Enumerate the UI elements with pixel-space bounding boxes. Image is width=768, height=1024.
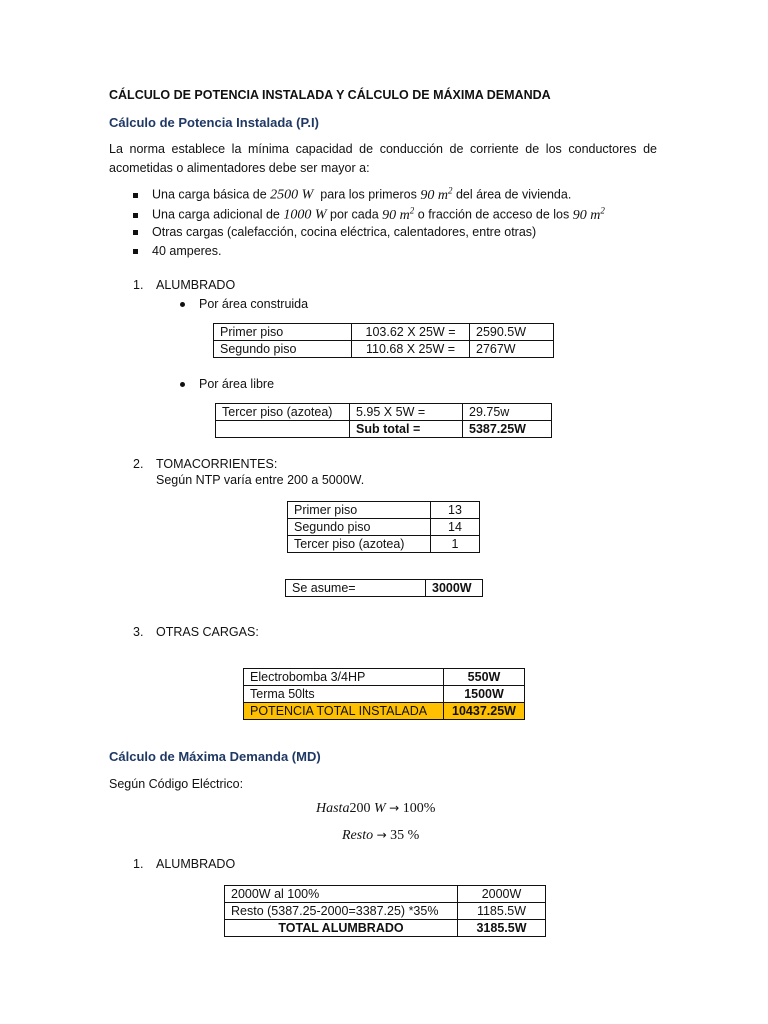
table-cell: Segundo piso (288, 519, 431, 536)
table-cell: Se asume= (286, 580, 426, 597)
table-cell: 2000W al 100% (225, 886, 458, 903)
table-cell: POTENCIA TOTAL INSTALADA (244, 703, 444, 720)
table-cell: Tercer piso (azotea) (216, 404, 350, 421)
item-number: 2. (133, 457, 144, 471)
table-cell: 3000W (426, 580, 483, 597)
arrow-right-icon: → (376, 828, 387, 842)
table-row (214, 324, 554, 341)
table-cell: 1185.5W (458, 903, 546, 920)
table-cell: Sub total = (350, 421, 463, 438)
table-row (286, 580, 483, 597)
table-cell: 1500W (444, 686, 525, 703)
table-cell: 110.68 X 25W = (352, 341, 470, 358)
table-cell: 550W (444, 669, 525, 686)
table-cell: 2590.5W (470, 324, 554, 341)
table-cell: Segundo piso (214, 341, 352, 358)
square-bullet-icon (133, 230, 138, 235)
formula-resto: Resto → 35 % (342, 828, 420, 843)
dot-bullet-icon (180, 382, 185, 387)
table-cell (216, 421, 350, 438)
total-lighting-row (225, 920, 546, 937)
table-cell: 5387.25W (463, 421, 552, 438)
max-demand-lighting-table (224, 885, 546, 937)
ntp-note: Según NTP varía entre 200 a 5000W. (156, 473, 365, 487)
table-row (244, 669, 525, 686)
bullet-item-other-loads: Otras cargas (calefacción, cocina eléctrica, calentadores, entre otras) (133, 225, 536, 239)
item-number: 3. (133, 625, 144, 639)
table-cell: Resto (5387.25-2000=3387.25) *35% (225, 903, 458, 920)
table-cell: Primer piso (288, 502, 431, 519)
table-cell: 5.95 X 5W = (350, 404, 463, 421)
assumed-value-table (285, 579, 483, 597)
table-cell: 103.62 X 25W = (352, 324, 470, 341)
bullet-item-amperes: 40 amperes. (133, 244, 221, 258)
table-cell: TOTAL ALUMBRADO (225, 920, 458, 937)
table-row (216, 421, 552, 438)
total-installed-power-row (244, 703, 525, 720)
table-row (216, 404, 552, 421)
dot-bullet-icon (180, 302, 185, 307)
sub-bullet-built-area: Por área construida (180, 297, 308, 311)
square-bullet-icon (133, 249, 138, 254)
arrow-right-icon: → (389, 801, 400, 815)
square-bullet-icon (133, 213, 138, 218)
table-cell: Primer piso (214, 324, 352, 341)
section-label-tomacorrientes: TOMACORRIENTES: (156, 457, 278, 471)
built-area-lighting-table (213, 323, 554, 358)
table-cell: 29.75w (463, 404, 552, 421)
table-cell: Electrobomba 3/4HP (244, 669, 444, 686)
free-area-lighting-table (215, 403, 552, 438)
section-heading-pi: Cálculo de Potencia Instalada (P.I) (109, 115, 319, 130)
intro-paragraph: La norma establece la mínima capacidad de conducción de corriente de los conductores de acometidas o alimentadores debe ser mayor a: (109, 142, 657, 175)
section-label-alumbrado: ALUMBRADO (156, 278, 236, 292)
table-cell: 3185.5W (458, 920, 546, 937)
section-label-otras-cargas: OTRAS CARGAS: (156, 625, 259, 639)
item-number: 1. (133, 278, 144, 292)
sub-bullet-free-area: Por área libre (180, 377, 274, 391)
table-row (244, 686, 525, 703)
table-cell: Terma 50lts (244, 686, 444, 703)
table-cell: 14 (431, 519, 480, 536)
table-row (288, 502, 480, 519)
table-row (225, 886, 546, 903)
table-cell: Tercer piso (azotea) (288, 536, 431, 553)
document-title: CÁLCULO DE POTENCIA INSTALADA Y CÁLCULO DE MÁXIMA DEMANDA (109, 88, 551, 102)
formula-hasta: Hasta200 W → 100% (316, 801, 436, 816)
square-bullet-icon (133, 193, 138, 198)
bullet-item-basic-load: Una carga básica de 2500 W para los primeros 90 $m^2$ del área de vivienda. (133, 185, 571, 204)
table-cell: 13 (431, 502, 480, 519)
table-row (214, 341, 554, 358)
section-heading-md: Cálculo de Máxima Demanda (MD) (109, 749, 321, 764)
section-label-md-alumbrado: ALUMBRADO (156, 857, 236, 871)
table-cell: 1 (431, 536, 480, 553)
other-loads-table (243, 668, 525, 720)
table-row (225, 903, 546, 920)
table-row (288, 536, 480, 553)
electrical-code-note: Según Código Eléctrico: (109, 777, 244, 791)
table-cell: 10437.25W (444, 703, 525, 720)
outlets-table (287, 501, 480, 553)
item-number: 1. (133, 857, 144, 871)
table-cell: 2767W (470, 341, 554, 358)
table-cell: 2000W (458, 886, 546, 903)
table-row (288, 519, 480, 536)
bullet-item-additional-load: Una carga adicional de 1000 W por cada 90 $m^2$ o fracción de acceso de los 90 $m^2$ (133, 205, 605, 224)
